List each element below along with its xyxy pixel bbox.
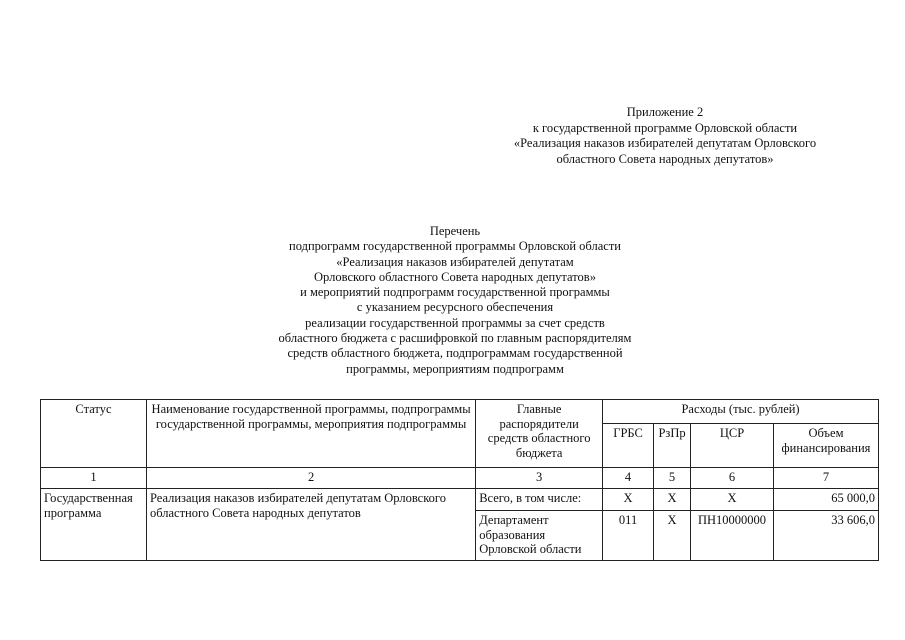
program-status: Государственная программа <box>41 489 147 561</box>
title-line: Перечень <box>429 224 481 238</box>
appendix-line: Приложение 2 <box>626 105 704 119</box>
title-line: реализации государственной программы за счет средств <box>305 315 605 330</box>
header-name: Наименование государственной программы, подпрограммы государственной программы, мероприятия подпрограммы <box>146 400 475 468</box>
csr-cell: ПН10000000 <box>691 511 774 561</box>
header-managers: Главные распорядители средств областного бюджета <box>476 400 603 468</box>
rzpr-cell: Х <box>654 489 691 511</box>
table-row <box>41 489 879 511</box>
title-line: «Реализация наказов избирателей депутатам <box>336 254 574 269</box>
header-rzpr: РзПр <box>654 424 691 468</box>
header-status: Статус <box>41 400 147 468</box>
column-number: 5 <box>654 468 691 489</box>
header-csr: ЦСР <box>691 424 774 468</box>
column-number: 6 <box>691 468 774 489</box>
appendix-line: «Реализация наказов избирателей депутатам Орловского <box>513 136 817 150</box>
appendix-line: к государственной программе Орловской области <box>532 120 798 135</box>
title-line: и мероприятий подпрограмм государственной программы <box>300 285 610 300</box>
grbs-cell: 011 <box>603 511 654 561</box>
program-name: Реализация наказов избирателей депутатам Орловского областного Совета народных депутатов <box>146 489 475 561</box>
volume-cell: 65 000,0 <box>773 489 878 511</box>
column-number: 4 <box>603 468 654 489</box>
manager-cell: Всего, в том числе: <box>476 489 603 511</box>
title-line: подпрограмм государственной программы Орловской области <box>289 239 621 254</box>
header-grbs: ГРБС <box>603 424 654 468</box>
grbs-cell: Х <box>603 489 654 511</box>
title-line: Орловского областного Совета народных депутатов» <box>314 269 596 284</box>
manager-cell: Департамент образования Орловской области <box>476 511 603 561</box>
document-title <box>250 224 660 377</box>
header-volume: Объем финансирования <box>773 424 878 468</box>
appendix-line: областного Совета народных депутатов» <box>556 151 774 166</box>
csr-cell: Х <box>691 489 774 511</box>
column-number: 1 <box>41 468 147 489</box>
rzpr-cell: Х <box>654 511 691 561</box>
title-line: с указанием ресурсного обеспечения <box>356 300 554 315</box>
column-numbers-row <box>41 468 879 489</box>
title-line: программы, мероприятиям подпрограмм <box>346 361 564 376</box>
title-line: средств областного бюджета, подпрограммам государственной <box>287 346 623 361</box>
title-line: областного бюджета с расшифровкой по главным распорядителям <box>278 331 632 346</box>
column-number: 3 <box>476 468 603 489</box>
column-number: 2 <box>146 468 475 489</box>
appendix-header <box>500 105 830 167</box>
column-number: 7 <box>773 468 878 489</box>
header-expenses: Расходы (тыс. рублей) <box>603 400 879 424</box>
volume-cell: 33 606,0 <box>773 511 878 561</box>
expenses-table <box>40 399 879 561</box>
